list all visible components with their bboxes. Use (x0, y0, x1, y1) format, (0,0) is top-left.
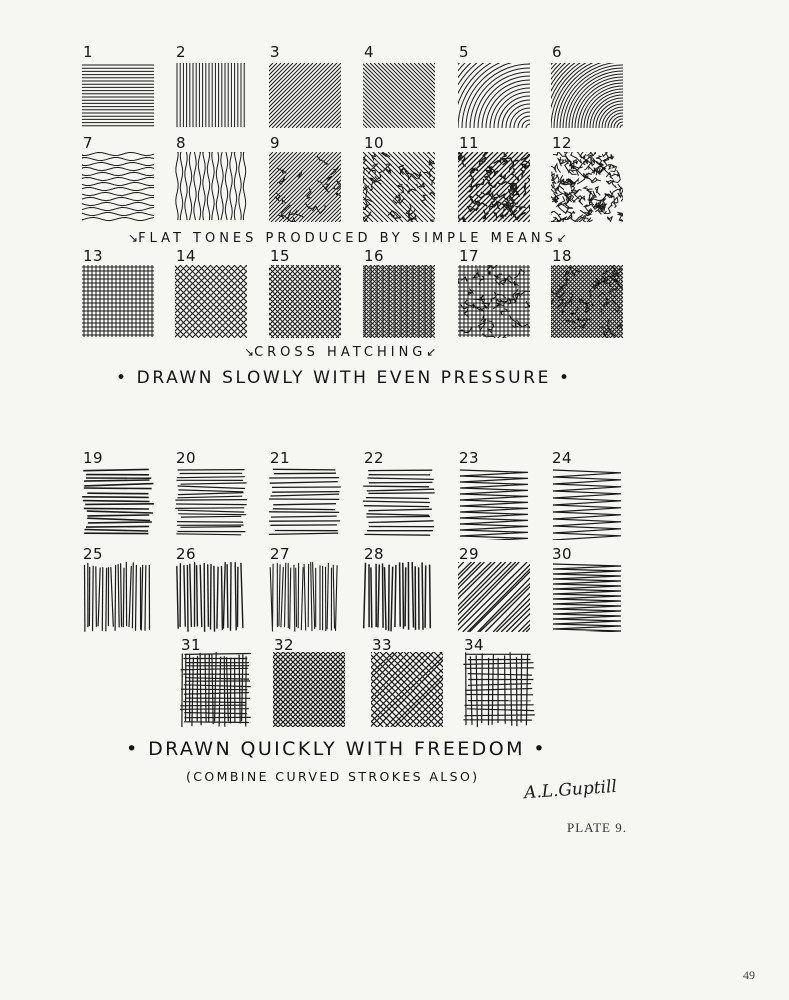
pen-stroke-texture (175, 265, 247, 338)
swatch-number-12: 12 (552, 134, 573, 152)
tone-swatch-12 (551, 152, 623, 222)
swatch-number-2: 2 (176, 43, 187, 61)
tone-swatch-34 (463, 652, 535, 727)
quick-method-caption: • DRAWN QUICKLY WITH FREEDOM • (126, 738, 547, 760)
swatch-number-14: 14 (176, 247, 197, 265)
pen-stroke-texture (82, 562, 154, 632)
pen-stroke-texture (175, 152, 247, 222)
swatch-number-11: 11 (459, 134, 480, 152)
bullet-mark: • (558, 368, 572, 388)
bullet-mark: • (533, 738, 547, 760)
pen-stroke-texture (180, 652, 252, 727)
tone-swatch-21 (269, 468, 341, 540)
pen-stroke-texture (371, 652, 443, 727)
swatch-number-32: 32 (274, 636, 295, 654)
swatch-number-7: 7 (83, 134, 94, 152)
swatch-number-24: 24 (552, 449, 573, 467)
swatch-number-30: 30 (552, 545, 573, 563)
swatch-number-8: 8 (176, 134, 187, 152)
tone-swatch-26 (175, 562, 247, 632)
pen-stroke-texture (269, 468, 341, 540)
plate-label: PLATE 9. (567, 820, 627, 835)
tone-swatch-24 (551, 468, 623, 540)
cross-hatching-caption: ↘CROSS HATCHING↙ (244, 345, 437, 360)
swatch-number-10: 10 (364, 134, 385, 152)
tone-swatch-17 (458, 265, 530, 338)
right-arrow-mark: ↙ (556, 231, 567, 245)
pen-stroke-texture (458, 63, 530, 128)
bullet-mark: • (126, 738, 140, 760)
swatch-number-1: 1 (83, 43, 94, 61)
pen-stroke-texture (551, 63, 623, 128)
pen-stroke-texture (363, 265, 435, 338)
pen-stroke-texture (82, 152, 154, 222)
curved-strokes-note: (COMBINE CURVED STROKES ALSO) (186, 769, 480, 784)
swatch-number-34: 34 (464, 636, 485, 654)
pen-stroke-texture (458, 562, 530, 632)
flat-tones-caption: ↘FLAT TONES PRODUCED BY SIMPLE MEANS↙ (128, 231, 567, 246)
pen-stroke-texture (551, 562, 623, 632)
tone-swatch-9 (269, 152, 341, 222)
bullet-mark: • (116, 368, 129, 388)
tone-swatch-22 (363, 468, 435, 540)
swatch-number-19: 19 (83, 449, 104, 467)
pen-stroke-texture (175, 63, 247, 128)
right-arrow-mark: ↙ (426, 345, 437, 359)
tone-swatch-31 (180, 652, 252, 727)
tone-swatch-23 (458, 468, 530, 540)
swatch-number-21: 21 (270, 449, 291, 467)
artist-signature: A.L.Guptill (523, 776, 618, 804)
tone-swatch-11 (458, 152, 530, 222)
tone-swatch-25 (82, 562, 154, 632)
pen-stroke-texture (463, 652, 535, 727)
tone-swatch-1 (82, 63, 154, 128)
tone-swatch-14 (175, 265, 247, 338)
pen-stroke-texture (458, 265, 530, 338)
pen-stroke-texture (82, 265, 154, 338)
pen-stroke-texture (458, 152, 530, 222)
pen-stroke-texture (551, 152, 623, 222)
tone-swatch-3 (269, 63, 341, 128)
swatch-number-9: 9 (270, 134, 281, 152)
tone-swatch-29 (458, 562, 530, 632)
swatch-number-26: 26 (176, 545, 197, 563)
swatch-number-22: 22 (364, 449, 385, 467)
pen-stroke-texture (269, 152, 341, 222)
pen-stroke-texture (363, 152, 435, 222)
pen-stroke-texture (363, 63, 435, 128)
swatch-number-5: 5 (459, 43, 470, 61)
swatch-number-6: 6 (552, 43, 563, 61)
tone-swatch-4 (363, 63, 435, 128)
tone-swatch-20 (175, 468, 247, 540)
pen-stroke-texture (363, 468, 435, 540)
pen-stroke-texture (269, 265, 341, 338)
pen-stroke-texture (269, 63, 341, 128)
tone-swatch-7 (82, 152, 154, 222)
tone-swatch-16 (363, 265, 435, 338)
pen-stroke-texture (551, 468, 623, 540)
swatch-number-13: 13 (83, 247, 104, 265)
tone-swatch-30 (551, 562, 623, 632)
swatch-number-29: 29 (459, 545, 480, 563)
pen-stroke-texture (269, 562, 341, 632)
swatch-number-25: 25 (83, 545, 104, 563)
swatch-number-20: 20 (176, 449, 197, 467)
tone-swatch-10 (363, 152, 435, 222)
tone-swatch-27 (269, 562, 341, 632)
pen-stroke-texture (82, 63, 154, 128)
pen-stroke-texture (82, 468, 154, 540)
swatch-number-28: 28 (364, 545, 385, 563)
tone-swatch-13 (82, 265, 154, 338)
swatch-number-31: 31 (181, 636, 202, 654)
swatch-number-27: 27 (270, 545, 291, 563)
tone-swatch-2 (175, 63, 247, 128)
tone-swatch-5 (458, 63, 530, 128)
swatch-number-18: 18 (552, 247, 573, 265)
tone-swatch-6 (551, 63, 623, 128)
swatch-number-23: 23 (459, 449, 480, 467)
tone-swatch-19 (82, 468, 154, 540)
tone-swatch-28 (363, 562, 435, 632)
left-arrow-mark: ↘ (128, 231, 139, 245)
tone-swatch-18 (551, 265, 623, 338)
pen-stroke-texture (175, 468, 247, 540)
tone-swatch-33 (371, 652, 443, 727)
pen-stroke-texture (363, 562, 435, 632)
swatch-number-3: 3 (270, 43, 281, 61)
left-arrow-mark: ↘ (244, 345, 255, 359)
swatch-number-33: 33 (372, 636, 393, 654)
pen-stroke-texture (458, 468, 530, 540)
tone-swatch-32 (273, 652, 345, 727)
swatch-number-4: 4 (364, 43, 375, 61)
slow-method-caption: • DRAWN SLOWLY WITH EVEN PRESSURE • (116, 368, 572, 388)
pen-stroke-texture (175, 562, 247, 632)
pen-stroke-texture (551, 265, 623, 338)
swatch-number-17: 17 (459, 247, 480, 265)
tone-swatch-15 (269, 265, 341, 338)
pen-stroke-texture (273, 652, 345, 727)
swatch-number-16: 16 (364, 247, 385, 265)
swatch-number-15: 15 (270, 247, 291, 265)
page-number: 49 (743, 968, 755, 982)
tone-swatch-8 (175, 152, 247, 222)
